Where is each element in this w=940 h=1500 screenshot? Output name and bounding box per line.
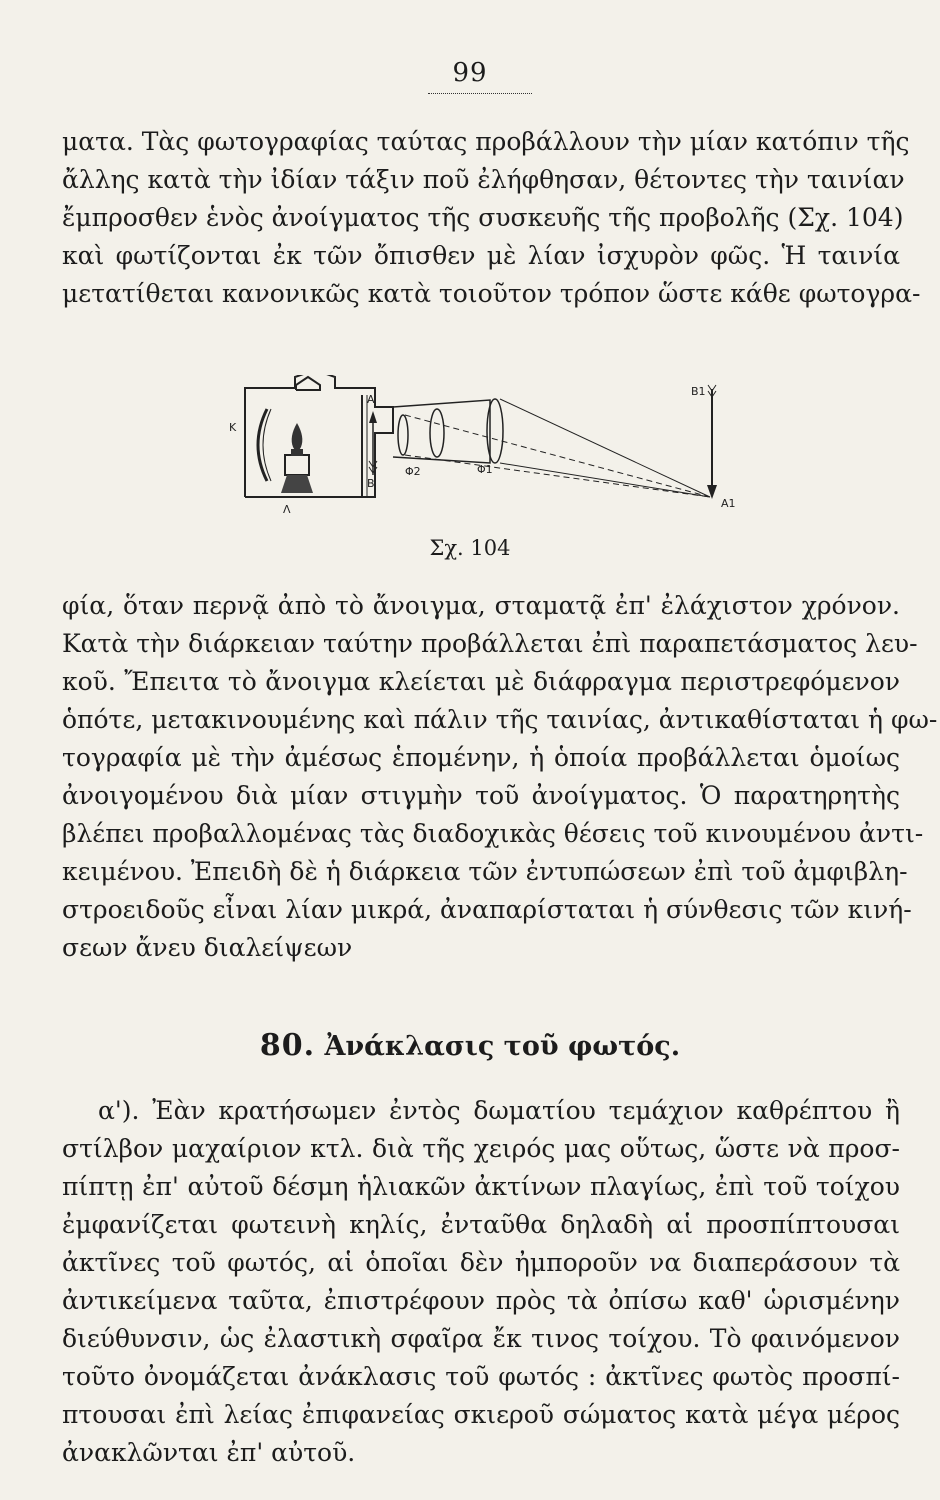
section-title: Ἀνάκλασις τοῦ φωτός.: [324, 1031, 681, 1062]
label-a1: A1: [721, 497, 736, 510]
text-line: ἀκτῖνες τοῦ φωτός, αἱ ὁποῖαι δὲν ἠμποροῦν να διαπεράσουν τὰ: [62, 1248, 900, 1277]
text-line: ματα. Τὰς φωτογραφίας ταύτας προβάλλουν τὴν μίαν κατόπιν τῆς: [62, 127, 910, 156]
text-line: τοῦτο ὀνομάζεται ἀνάκλασις τοῦ φωτός : ἀκτῖνες φωτὸς προσπί-: [62, 1362, 900, 1391]
label-phi2: Φ2: [405, 465, 421, 478]
page-number-rule: [428, 93, 532, 94]
lens-phi1: [430, 409, 444, 457]
lamp-body: [285, 455, 309, 475]
text-line: στροειδοῦς εἶναι λίαν μικρά, ἀναπαρίσταται ἡ σύνθεσις τῶν κινή-: [62, 895, 912, 924]
text-line: ἄλλης κατὰ τὴν ἰδίαν τάξιν ποῦ ἐλήφθησαν, θέτοντες τὴν ταινίαν: [62, 165, 905, 194]
projector-diagram: [215, 375, 760, 525]
page-number: 99: [452, 58, 488, 88]
text-line: καὶ φωτίζονται ἐκ τῶν ὄπισθεν μὲ λίαν ἰσχυρὸν φῶς. Ἡ ταινία: [62, 241, 900, 270]
label-a: A: [367, 393, 375, 406]
text-line: μετατίθεται κανονικῶς κατὰ τοιοῦτον τρόπον ὥστε κάθε φωτογρα-: [62, 279, 921, 308]
text-line: φία, ὅταν περνᾷ ἀπὸ τὸ ἄνοιγμα, σταματᾷ ἐπ' ἐλάχιστον χρόνον.: [62, 591, 900, 620]
label-b1: B1: [691, 385, 706, 398]
paragraph-2: [62, 587, 938, 967]
text-line: ἐμφανίζεται φωτεινὴ κηλίς, ἐνταῦθα δηλαδὴ αἱ προσπίπτουσαι: [62, 1210, 900, 1239]
lamp-flame-icon: [292, 423, 303, 451]
text-line: ὁπότε, μετακινουμένης καὶ πάλιν τῆς ταινίας, ἀντικαθίσταται ἡ φω-: [62, 705, 938, 734]
text-line: ἀντικείμενα ταῦτα, ἐπιστρέφουν πρὸς τὰ ὀπίσω καθ' ὡρισμένην: [62, 1286, 900, 1315]
text-line: α'). Ἐὰν κρατήσωμεν ἐντὸς δωματίου τεμάχιον καθρέπτου ἢ: [98, 1096, 900, 1125]
lens-phi2: [398, 415, 408, 455]
label-k: K: [229, 421, 237, 434]
label-lambda: Λ: [283, 503, 291, 516]
text-line: σεων ἄνευ διαλείψεων: [62, 933, 353, 962]
figure-caption: Σχ. 104: [429, 536, 511, 560]
text-line: Κατὰ τὴν διάρκειαν ταύτην προβάλλεται ἐπὶ παραπετάσματος λευ-: [62, 629, 918, 658]
label-phi1: Φ1: [477, 463, 493, 476]
label-b: B: [367, 477, 375, 490]
text-line: ἀνοιγομένου διὰ μίαν στιγμὴν τοῦ ἀνοίγματος. Ὁ παρατηρητὴς: [62, 781, 900, 810]
text-line: ἀνακλῶνται ἐπ' αὐτοῦ.: [62, 1438, 356, 1467]
paragraph-3: [62, 1092, 900, 1472]
text-line: κοῦ. Ἔπειτα τὸ ἄνοιγμα κλείεται μὲ διάφραγμα περιστρεφόμενον: [62, 667, 900, 696]
text-line: διεύθυνσιν, ὡς ἐλαστικὴ σφαῖρα ἔκ τινος τοίχου. Τὸ φαινόμενον: [62, 1324, 900, 1353]
text-line: ἔμπροσθεν ἑνὸς ἀνοίγματος τῆς συσκευῆς τῆς προβολῆς (Σχ. 104): [62, 203, 904, 232]
lamp-house-outline: [296, 377, 320, 390]
text-line: τογραφία μὲ τὴν ἀμέσως ἑπομένην, ἡ ὁποία προβάλλεται ὁμοίως: [62, 743, 900, 772]
text-line: βλέπει προβαλλομένας τὰς διαδοχικὰς θέσεις τοῦ κινουμένου ἀντι-: [62, 819, 924, 848]
text-line: στίλβον μαχαίριον κτλ. διὰ τῆς χειρός μας οὕτως, ὥστε νὰ προσ-: [62, 1134, 900, 1163]
text-line: κειμένου. Ἐπειδὴ δὲ ἡ διάρκεια τῶν ἐντυπώσεων ἐπὶ τοῦ ἀμφιβλη-: [62, 857, 908, 886]
text-line: πτουσαι ἐπὶ λείας ἐπιφανείας σκιεροῦ σώματος κατὰ μέγα μέρος: [62, 1400, 900, 1429]
section-heading: [0, 1028, 940, 1063]
section-number: 80.: [259, 1028, 316, 1063]
paragraph-1: [62, 123, 921, 313]
text-line: πίπτῃ ἐπ' αὐτοῦ δέσμη ἡλιακῶν ἀκτίνων πλαγίως, ἐπὶ τοῦ τοίχου: [62, 1172, 900, 1201]
